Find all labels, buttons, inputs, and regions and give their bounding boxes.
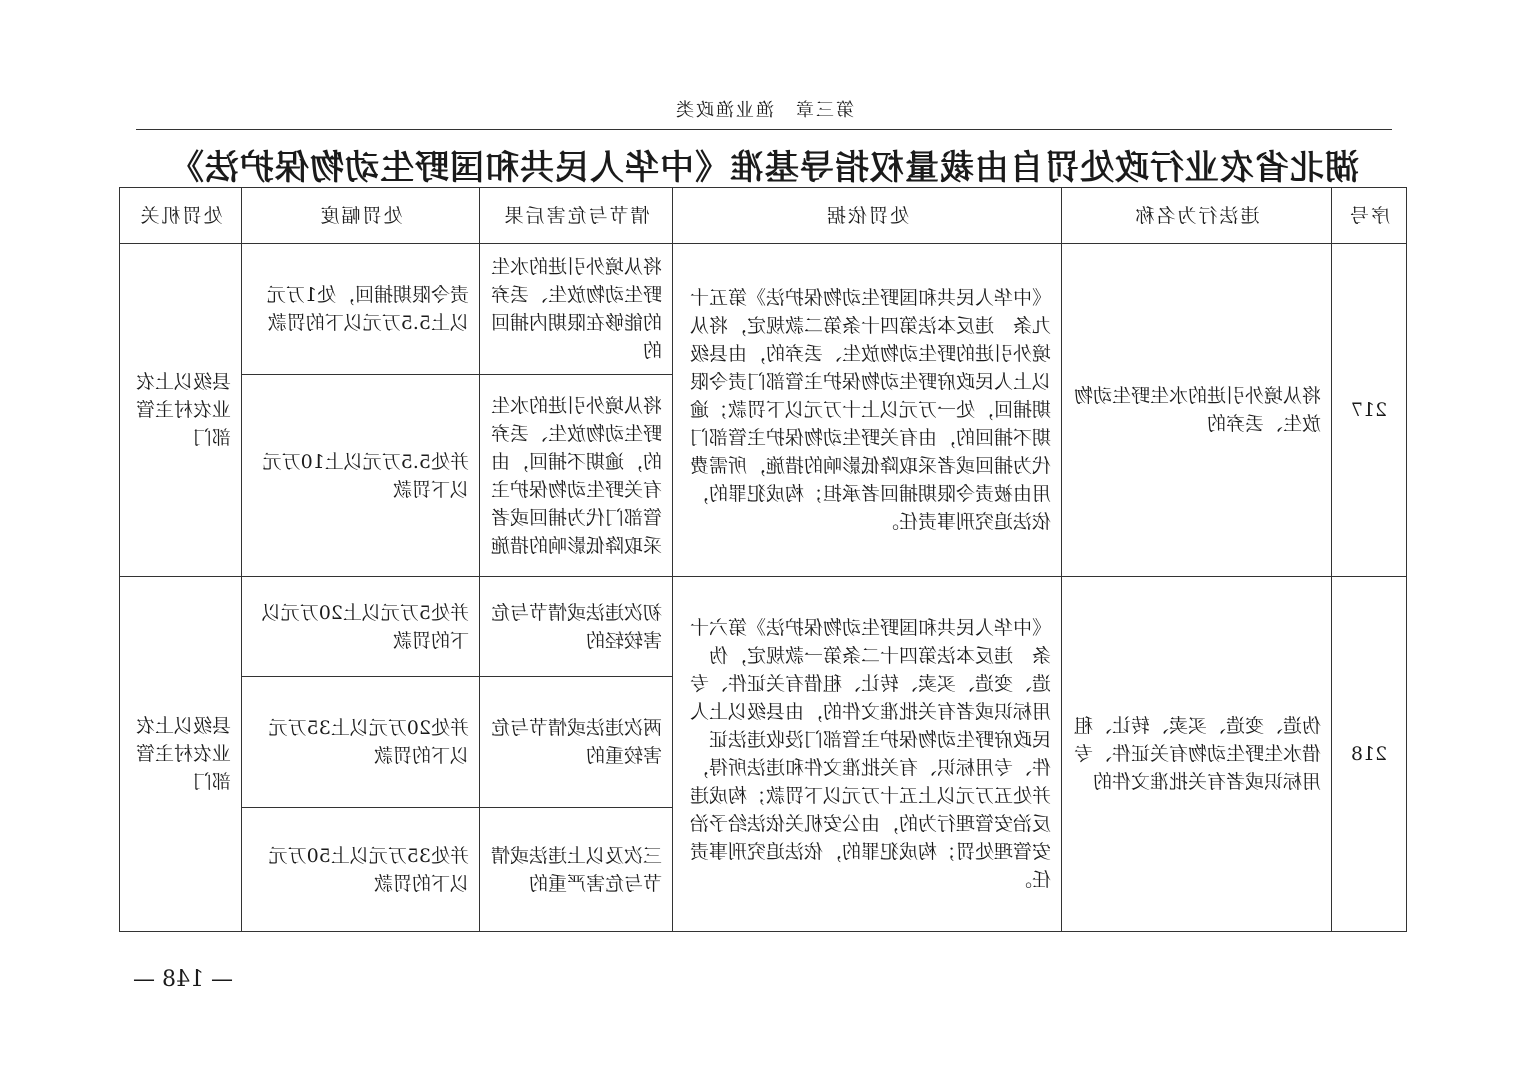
header-circumstance: 情节与危害后果 <box>480 188 673 244</box>
running-header: 第三章 渔业渔政类 <box>674 100 854 121</box>
document-title: 湖北省农业行政处罚自由裁量权指导基准《中华人民共和国野生动物保护法》 <box>169 148 1359 188</box>
row-penalty: 责令限期捕回，处1万元以上5.5万元以下的罚款 <box>242 244 480 375</box>
header-penalty: 处罚幅度 <box>242 188 480 244</box>
row-behavior: 伪造、变造、买卖、转让、租借水生野生动物有关证件、专用标识或者有关批准文件的 <box>1062 577 1332 932</box>
header-basis: 处罚依据 <box>673 188 1062 244</box>
row-circumstance: 将从境外引进的水生野生动物放生、丢弃的能够在限期内捕回的 <box>480 244 673 375</box>
row-circumstance: 将从境外引进的水生野生动物放生、丢弃的，逾期不捕回，由有关野生动物保护主管部门代为捕回或者采取降低影响的措施 <box>480 375 673 577</box>
table-row <box>120 244 1407 375</box>
row-basis: 《中华人民共和国野生动物保护法》第六十条 违反本法第四十二条第一款规定，伪造、变造、买卖、转让、租借有关证件、专用标识或者有关批准文件的，由县级以上人民政府野生动物保护主管部门没收违法证件、专用标识、有关批准文件和违法所得，并处五万元以上五十万元以下罚款；构成违反治安管理行为的，由公安机关依法给予治安管理处罚；构成犯罪的，依法追究刑事责任。 <box>673 577 1062 932</box>
row-circumstance: 初次违法或情节与危害较轻的 <box>480 577 673 677</box>
header-rule <box>136 129 1392 130</box>
row-penalty: 并处5万元以上20万元以下的罚款 <box>242 577 480 677</box>
row-penalty: 并处20万元以上35万元以下的罚款 <box>242 677 480 808</box>
row-behavior: 将从境外引进的水生野生动物放生、丢弃的 <box>1062 244 1332 577</box>
row-no: 217 <box>1332 244 1407 577</box>
header-authority: 处罚机关 <box>120 188 242 244</box>
row-authority: 县级以上农业农村主管部门 <box>120 244 242 577</box>
table-row <box>120 577 1407 677</box>
row-penalty: 并处5.5万元以上10万元以下罚款 <box>242 375 480 577</box>
table-header-row <box>120 188 1407 244</box>
row-penalty: 并处35万元以上50万元以下的罚款 <box>242 808 480 932</box>
row-no: 218 <box>1332 577 1407 932</box>
page-number: — 148 — <box>133 967 233 992</box>
row-circumstance: 三次及以上违法或情节与危害严重的 <box>480 808 673 932</box>
row-basis: 《中华人民共和国野生动物保护法》第五十九条 违反本法第四十条第二款规定，将从境外引进的野生动物放生、丢弃的，由县级以上人民政府野生动物保护主管部门责令限期捕回，处一万元以上十万元以下罚款；逾期不捕回的，由有关野生动物保护主管部门代为捕回或者采取降低影响的措施，所需费用由被责令限期捕回者承担；构成犯罪的，依法追究刑事责任。 <box>673 244 1062 577</box>
row-authority: 县级以上农业农村主管部门 <box>120 577 242 932</box>
row-circumstance: 两次违法或情节与危害较重的 <box>480 677 673 808</box>
penalty-table <box>119 187 1407 932</box>
header-no: 序号 <box>1332 188 1407 244</box>
header-behavior: 违法行为名称 <box>1062 188 1332 244</box>
